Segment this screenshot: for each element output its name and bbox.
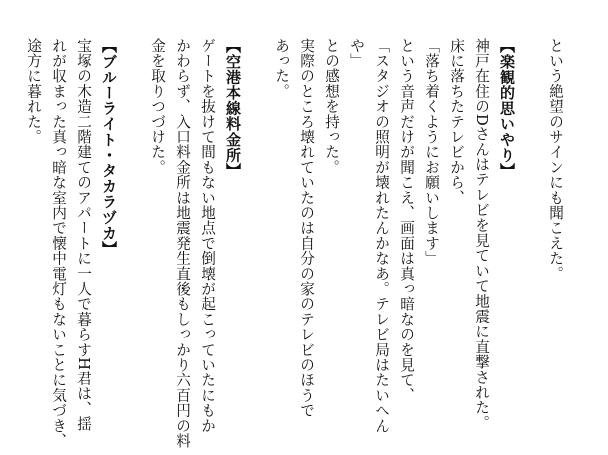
- text-line: との感想を持った。: [323, 38, 340, 175]
- section-heading-rakkanteki: 【楽観的思いやり】: [498, 38, 516, 179]
- section-heading-bluelight: 【ブルーライト・タカラヅカ】: [100, 38, 118, 257]
- section-spacer: [519, 38, 543, 438]
- text-line: や」: [348, 38, 365, 69]
- text-line: 神戸在住のDさんはテレビを見ていて地震に直撃された。: [473, 38, 490, 431]
- text-line: かわらず、入口料金所は地震発生直後もしっかり六百円の料: [174, 38, 191, 449]
- text-line: 「スタジオの照明が壊れたんかなあ。テレビ局はたいへん: [373, 38, 390, 434]
- text-line: 床に落ちたテレビから、: [448, 38, 465, 206]
- text-line: 途方に暮れた。: [25, 38, 42, 145]
- section-spacer: [121, 38, 145, 438]
- text-line: ゲートを抜けて間もない地点で倒壊が起こっていたにもか: [199, 38, 216, 434]
- text-line: 金を取りつづけた。: [149, 38, 166, 175]
- section-spacer: [245, 38, 269, 438]
- vertical-text-body: [21, 38, 568, 449]
- text-line: 「落ち着くようにお願いします」: [423, 38, 440, 266]
- text-line: 宝塚の木造二階建てのアパートに一人で暮らすH君は、揺: [75, 38, 92, 432]
- text-line: という音声だけが聞こえ、画面は真っ暗なのを見て、: [398, 38, 415, 403]
- text-line: 実際のところ壊れていたのは自分の家のテレビのほうで: [298, 38, 315, 418]
- text-line: れが収まった真っ暗な室内で懐中電灯もないことに気づき、: [50, 38, 67, 449]
- section-heading-kuko: 【空港本線料金所】: [224, 38, 242, 179]
- text-line: あった。: [273, 38, 290, 99]
- text-line: という絶望のサインにも聞こえた。: [547, 38, 564, 282]
